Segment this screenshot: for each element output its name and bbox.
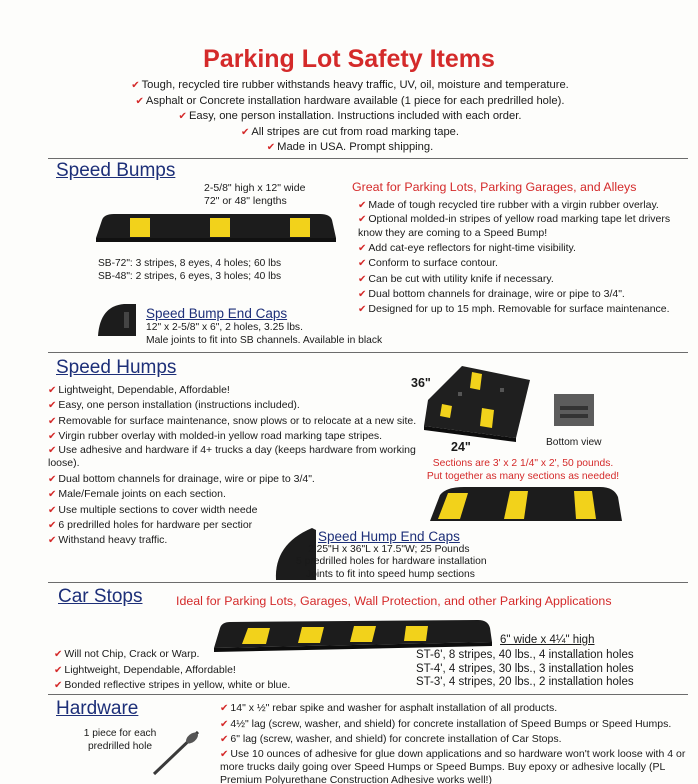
- check-icon: ✔: [135, 95, 144, 107]
- list-item: ✔ 4½" lag (screw, washer, and shield) for concrete installation of Speed Bumps or Speed Humps.: [220, 717, 672, 730]
- list-item: ✔ Made of tough recycled tire rubber with a virgin rubber overlay.: [358, 199, 659, 211]
- speed-bump-image: [90, 206, 340, 248]
- hardware-title: Hardware: [56, 698, 139, 719]
- check-icon: ✔: [358, 273, 367, 285]
- list-item: ✔ Bonded reflective stripes in yellow, white or blue.: [54, 679, 291, 691]
- car-stop-specs: ST-6', 8 stripes, 40 lbs., 4 installation holes ST-4', 4 stripes, 30 lbs., 3 installation holes ST-3', 4 stripes, 20 lbs., 2 installation holes: [416, 649, 634, 688]
- list-item: ✔ Use multiple sections to cover width neede: [48, 503, 258, 516]
- page-title: Parking Lot Safety Items: [203, 45, 495, 73]
- check-icon: ✔: [48, 400, 57, 412]
- divider: [48, 158, 688, 159]
- check-icon: ✔: [240, 126, 250, 138]
- car-stops-title: Car Stops: [58, 586, 143, 607]
- check-icon: ✔: [48, 415, 57, 427]
- rebar-spike-image: [146, 726, 206, 780]
- list-item: ✔ Easy, one person installation (instructions included).: [48, 399, 300, 412]
- header-bullet: ✔ Tough, recycled tire rubber withstands heavy traffic, UV, oil, moisture and temperature.: [131, 79, 569, 91]
- check-icon: ✔: [220, 734, 229, 745]
- speed-bump-end-caps-title: Speed Bump End Caps: [146, 306, 288, 321]
- check-icon: ✔: [54, 680, 63, 691]
- speed-bump-features: [358, 198, 688, 317]
- speed-bumps-title: Speed Bumps: [56, 160, 176, 181]
- check-icon: ✔: [48, 474, 57, 486]
- dimension-36-label: 36": [411, 376, 431, 390]
- check-icon: ✔: [358, 258, 367, 270]
- check-icon: ✔: [48, 430, 57, 442]
- check-icon: ✔: [358, 243, 367, 255]
- check-icon: ✔: [131, 80, 140, 91]
- list-item: ✔ Use 10 ounces of adhesive for glue down applications and so hardware won't work loose with 4 or more trucks daily going over Speed Humps or Speed Bumps. Buy epoxy or adhesive locally (PL Premium Polyurethane Construction Adhesive works well!): [220, 747, 686, 784]
- check-icon: ✔: [220, 748, 229, 760]
- list-item: ✔ 14" x ½" rebar spike and washer for asphalt installation of all products.: [220, 702, 558, 714]
- speed-hump-end-caps-desc: 2.25"H x 36"L x 17.5"W; 25 Pounds 5 predrilled holes for hardware installation Joints to fit into speed hump sections: [296, 544, 487, 580]
- car-stop-features: [54, 647, 354, 694]
- dimension-24-label: 24": [451, 440, 471, 454]
- check-icon: ✔: [266, 142, 276, 153]
- list-item: ✔ Lightweight, Dependable, Affordable!: [48, 384, 230, 396]
- header-bullet: ✔ Made in USA. Prompt shipping.: [266, 141, 434, 153]
- check-icon: ✔: [48, 445, 57, 457]
- list-item: ✔ Use adhesive and hardware if 4+ trucks a day (keeps hardware from working loose).: [48, 444, 416, 470]
- divider: [48, 352, 688, 353]
- check-icon: ✔: [220, 703, 229, 714]
- header: [0, 44, 698, 74]
- check-icon: ✔: [48, 385, 57, 396]
- header-bullet: ✔ Asphalt or Concrete installation hardware available (1 piece for each predrilled hole).: [135, 94, 565, 107]
- list-item: ✔ Add cat-eye reflectors for night-time visibility.: [358, 242, 576, 255]
- list-item: ✔ 6" lag (screw, washer, and shield) for concrete installation of Car Stops.: [220, 733, 562, 745]
- header-bullets: [80, 78, 620, 156]
- speed-hump-end-caps-title: Speed Hump End Caps: [318, 529, 460, 544]
- check-icon: ✔: [358, 200, 367, 211]
- list-item: ✔ Can be cut with utility knife if necessary.: [358, 272, 554, 285]
- bottom-view-label: Bottom view: [546, 437, 602, 448]
- hardware-items: [220, 701, 690, 784]
- car-stops-headline: Ideal for Parking Lots, Garages, Wall Protection, and other Parking Applications: [176, 594, 612, 608]
- check-icon: ✔: [220, 718, 229, 730]
- check-icon: ✔: [358, 288, 367, 300]
- list-item: ✔ Virgin rubber overlay with molded-in yellow road marking tape stripes.: [48, 429, 383, 442]
- speed-bump-end-cap-image: [94, 300, 140, 340]
- list-item: ✔ Will not Chip, Crack or Warp.: [54, 648, 200, 660]
- speed-humps-title: Speed Humps: [56, 357, 177, 378]
- list-item: ✔ Dual bottom channels for drainage, wire or pipe to 3/4".: [358, 287, 625, 300]
- check-icon: ✔: [54, 649, 63, 660]
- list-item: ✔ Dual bottom channels for drainage, wire or pipe to 3/4".: [48, 473, 315, 486]
- list-item: ✔ Removable for surface maintenance, snow plows or to relocate at a new site.: [48, 414, 417, 427]
- check-icon: ✔: [54, 664, 63, 676]
- speed-hump-features: [48, 383, 420, 549]
- speed-bump-dimensions: 2-5/8" high x 12" wide 72" or 48" lengths: [204, 182, 306, 207]
- speed-hump-assembly-image: [424, 483, 624, 527]
- speed-bump-end-caps-desc: 12" x 2-5/8" x 6", 2 holes, 3.25 lbs. Male joints to fit into SB channels. Available in black: [146, 322, 383, 346]
- list-item: ✔ Withstand heavy traffic.: [48, 534, 168, 547]
- list-item: ✔ Conform to surface contour.: [358, 257, 498, 270]
- check-icon: ✔: [178, 111, 187, 122]
- list-item: ✔ Optional molded-in stripes of yellow road marking tape let drivers know they are coming to a Speed Bump!: [358, 213, 671, 239]
- check-icon: ✔: [48, 520, 57, 532]
- divider: [48, 582, 688, 583]
- list-item: ✔ Male/Female joints on each section.: [48, 488, 226, 501]
- sections-note: Sections are 3' x 2 1/4" x 2', 50 pounds. Put together as many sections as needed!: [426, 458, 620, 482]
- speed-bump-specs: SB-72": 3 stripes, 8 eyes, 4 holes; 60 lbs SB-48": 2 stripes, 6 eyes, 3 holes; 40 lbs: [98, 258, 282, 282]
- list-item: ✔ 6 predrilled holes for hardware per sectior: [48, 519, 253, 532]
- speed-bumps-headline: Great for Parking Lots, Parking Garages, and Alleys: [352, 180, 637, 194]
- header-bullet: ✔ All stripes are cut from road marking tape.: [240, 125, 460, 138]
- check-icon: ✔: [358, 214, 367, 226]
- speed-hump-bottom-view-image: [552, 392, 596, 428]
- check-icon: ✔: [358, 304, 367, 316]
- list-item: ✔ Lightweight, Dependable, Affordable!: [54, 663, 236, 676]
- divider: [48, 694, 688, 695]
- speed-hump-section-image: [422, 360, 534, 442]
- check-icon: ✔: [48, 489, 57, 501]
- header-bullet: ✔ Easy, one person installation. Instructions included with each order.: [178, 110, 522, 122]
- hardware-caption: 1 piece for each predrilled hole: [83, 728, 157, 752]
- list-item: ✔ Designed for up to 15 mph. Removable for surface maintenance.: [358, 303, 670, 316]
- car-stop-size-heading: 6" wide x 4¼" high: [500, 634, 595, 646]
- check-icon: ✔: [48, 504, 57, 516]
- check-icon: ✔: [48, 535, 57, 547]
